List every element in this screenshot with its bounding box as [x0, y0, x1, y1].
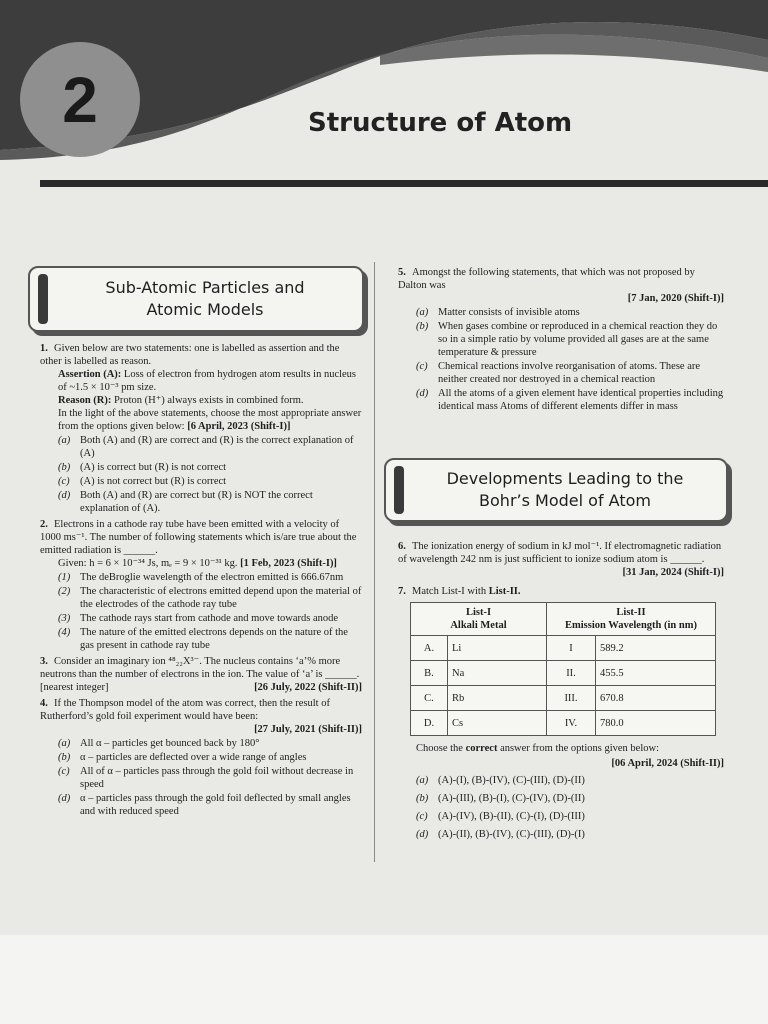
table-header-row [411, 603, 716, 636]
section-heading-text [54, 268, 356, 330]
table-cell: II. [547, 661, 596, 686]
exam-tag: [31 Jan, 2024 (Shift-I)] [622, 567, 724, 578]
section-heading-line: Bohr’s Model of Atom [479, 491, 651, 510]
option-label: (b) [416, 321, 429, 332]
chapter-header [0, 0, 768, 185]
right-column [398, 266, 724, 416]
option-label: (c) [416, 361, 428, 372]
table-cell: 589.2 [596, 636, 716, 661]
given-values: Given: h = 6 × 10⁻³⁴ Js, mₑ = 9 × 10⁻³¹ kg. [58, 558, 238, 569]
option-label: (a) [416, 775, 429, 786]
option-label: (c) [58, 766, 70, 777]
exam-tag: [6 April, 2023 (Shift-I)] [187, 421, 291, 432]
question-5 [398, 266, 724, 413]
option-label: (3) [58, 613, 71, 624]
option-text: The nature of the emitted electrons depends on the nature of the gas present in cathode ray tube [80, 627, 348, 651]
option [416, 306, 724, 319]
table-row [411, 636, 716, 661]
table-row [411, 686, 716, 711]
left-column [40, 342, 362, 821]
table-row [411, 711, 716, 736]
option-label: (2) [58, 586, 71, 597]
option-text: All α – particles get bounced back by 180° [80, 738, 260, 749]
question-number: 1. [40, 343, 48, 354]
table-header-text: List-I [465, 607, 492, 618]
question-number: 5. [398, 267, 406, 278]
option-text: (A)-(III), (B)-(I), (C)-(IV), (D)-(II) [438, 793, 585, 804]
reason-line [40, 394, 362, 407]
option [416, 360, 724, 386]
question-stem: Consider an imaginary ion ⁴⁸₂₂X³⁻. The nucleus contains ‘a’% more neutrons than the number of electrons in the ion. The value of ‘a’ is ______. [nearest integer] [40, 656, 360, 693]
option-label: (b) [58, 462, 71, 473]
exam-tag: [26 July, 2022 (Shift-II)] [254, 682, 362, 693]
question-number: 3. [40, 656, 48, 667]
match-table [410, 602, 716, 736]
section-heading-line: Developments Leading to the [446, 469, 684, 488]
question-stem: If the Thompson model of the atom was correct, then the result of Rutherford’s gold foil experiment would have been: [40, 698, 330, 722]
table-header-list2 [547, 603, 716, 636]
header-divider [40, 180, 768, 187]
option-text: (A) is not correct but (R) is correct [80, 476, 227, 487]
question-stem: Given below are two statements: one is labelled as assertion and the other is labelled as reason. [40, 343, 340, 367]
question-stem-bold: List-II. [488, 586, 521, 597]
option [58, 751, 362, 764]
tag-line [398, 566, 724, 579]
table-cell: III. [547, 686, 596, 711]
option-label: (4) [58, 627, 71, 638]
table-cell: A. [411, 636, 448, 661]
table-cell: 780.0 [596, 711, 716, 736]
question-4 [40, 697, 362, 818]
choose-text: answer from the options given below: [500, 743, 659, 754]
option-label: (d) [416, 829, 429, 840]
question-stem: The ionization energy of sodium in kJ mol⁻¹. If electromagnetic radiation of wavelength 242 nm is just sufficient to ionize sodium atom is ______. [398, 541, 722, 565]
reason-label: Reason (R): [58, 395, 112, 406]
option [58, 475, 362, 488]
option-text: All of α – particles pass through the gold foil without decrease in speed [80, 766, 354, 790]
option-label: (c) [58, 476, 70, 487]
option [58, 489, 362, 515]
scan-background [0, 935, 768, 1024]
choose-text: Choose the [416, 743, 463, 754]
question-stem: Match List-I with [412, 586, 487, 597]
option [416, 828, 724, 841]
option-text: (A)-(IV), (B)-(II), (C)-(I), (D)-(III) [438, 811, 585, 822]
column-divider [374, 262, 375, 862]
question-number: 2. [40, 519, 48, 530]
table-header-text: Alkali Metal [450, 620, 507, 631]
table-cell: IV. [547, 711, 596, 736]
question-1 [40, 342, 362, 515]
section-bar [38, 274, 48, 324]
option-text: Both (A) and (R) are correct and (R) is the correct explanation of (A) [80, 435, 354, 459]
option-text: (A) is correct but (R) is not correct [80, 462, 227, 473]
reason-text: Proton (H⁺) always exists in combined form. [114, 395, 304, 406]
choose-text-bold: correct [465, 743, 498, 754]
right-column-lower [398, 540, 724, 846]
option-label: (c) [416, 811, 428, 822]
table-cell: B. [411, 661, 448, 686]
option [416, 774, 724, 787]
table-cell: Rb [448, 686, 547, 711]
option [416, 792, 724, 805]
option-label: (d) [58, 490, 71, 501]
section-heading-text [410, 460, 720, 520]
section-bar [394, 466, 404, 514]
question-number: 7. [398, 586, 406, 597]
chapter-number: 2 [62, 63, 98, 136]
question-stem: Electrons in a cathode ray tube have been emitted with a velocity of 1000 ms⁻¹. The number of following statements which is/are true about the emitted radiation is ______. [40, 519, 357, 556]
option-text: The deBroglie wavelength of the electron emitted is 666.67nm [80, 572, 344, 583]
option-label: (d) [58, 793, 71, 804]
chapter-number-badge [20, 42, 140, 157]
question-instruction: In the light of the above statements, choose the most appropriate answer from the options given below: [58, 408, 362, 432]
option-label: (d) [416, 388, 429, 399]
option-text: (A)-(I), (B)-(IV), (C)-(III), (D)-(II) [438, 775, 585, 786]
option [58, 737, 362, 750]
option [416, 320, 724, 359]
option [58, 626, 362, 652]
table-cell: 670.8 [596, 686, 716, 711]
section-heading-line: Atomic Models [146, 300, 264, 319]
question-7 [398, 585, 724, 841]
tag-line [398, 292, 724, 305]
table-header-text: Emission Wavelength (in nm) [565, 620, 697, 631]
option-text: All the atoms of a given element have identical properties including identical mass Atoms of different elements differ in mass [438, 388, 724, 412]
tag-line [40, 723, 362, 736]
table-cell: D. [411, 711, 448, 736]
table-cell: I [547, 636, 596, 661]
assertion-label: Assertion (A): [58, 369, 122, 380]
option [58, 612, 362, 625]
table-cell: Na [448, 661, 547, 686]
option-text: Both (A) and (R) are correct but (R) is NOT the correct explanation of (A). [80, 490, 313, 514]
option [58, 571, 362, 584]
table-row [411, 661, 716, 686]
table-cell: Cs [448, 711, 547, 736]
option-text: Matter consists of invisible atoms [438, 307, 580, 318]
option-text: α – particles pass through the gold foil deflected by small angles and with reduced speed [80, 793, 351, 817]
table-cell: C. [411, 686, 448, 711]
option [58, 792, 362, 818]
assertion-line [40, 368, 362, 394]
question-number: 6. [398, 541, 406, 552]
choose-line [398, 742, 724, 755]
option-text: When gases combine or reproduced in a chemical reaction they do so in a simple ratio by volume provided all gases are at the same temperature & pressure [438, 321, 718, 358]
given-line [40, 557, 362, 570]
tag-line [398, 757, 724, 770]
question-number: 4. [40, 698, 48, 709]
section-heading-sub-atomic [28, 266, 364, 332]
option-label: (b) [58, 752, 71, 763]
option-label: (a) [58, 738, 71, 749]
table-cell: 455.5 [596, 661, 716, 686]
section-heading-bohr [384, 458, 728, 522]
exam-tag: [06 April, 2024 (Shift-II)] [611, 758, 724, 769]
option-text: The cathode rays start from cathode and move towards anode [80, 613, 339, 624]
question-3 [40, 655, 362, 694]
question-stem: Amongst the following statements, that which was not proposed by Dalton was [398, 267, 695, 291]
option-label: (a) [58, 435, 71, 446]
option-text: Chemical reactions involve reorganisation of atoms. These are neither created nor destroyed in a chemical reaction [438, 361, 701, 385]
assertion-text: Loss of electron from hydrogen atom results in nucleus of ~1.5 × 10⁻³ pm size. [58, 369, 357, 393]
option [58, 434, 362, 460]
option-label: (b) [416, 793, 429, 804]
option-text: The characteristic of electrons emitted depend upon the material of the electrodes of the cathode ray tube [80, 586, 362, 610]
table-header-text: List-II [616, 607, 646, 618]
exam-tag: [7 Jan, 2020 (Shift-I)] [627, 293, 724, 304]
option-text: (A)-(II), (B)-(IV), (C)-(III), (D)-(I) [438, 829, 585, 840]
table-cell: Li [448, 636, 547, 661]
chapter-title: Structure of Atom [308, 108, 573, 138]
option [416, 387, 724, 413]
option [58, 585, 362, 611]
option [58, 461, 362, 474]
option-label: (1) [58, 572, 71, 583]
option [416, 810, 724, 823]
section-heading-line: Sub-Atomic Particles and [105, 278, 305, 297]
question-6 [398, 540, 724, 579]
option-label: (a) [416, 307, 429, 318]
exam-tag: [27 July, 2021 (Shift-II)] [254, 724, 362, 735]
table-header-list1 [411, 603, 547, 636]
option [58, 765, 362, 791]
instruction-line [40, 407, 362, 433]
option-text: α – particles are deflected over a wide range of angles [80, 752, 307, 763]
exam-tag: [1 Feb, 2023 (Shift-I)] [240, 558, 337, 569]
question-2 [40, 518, 362, 652]
